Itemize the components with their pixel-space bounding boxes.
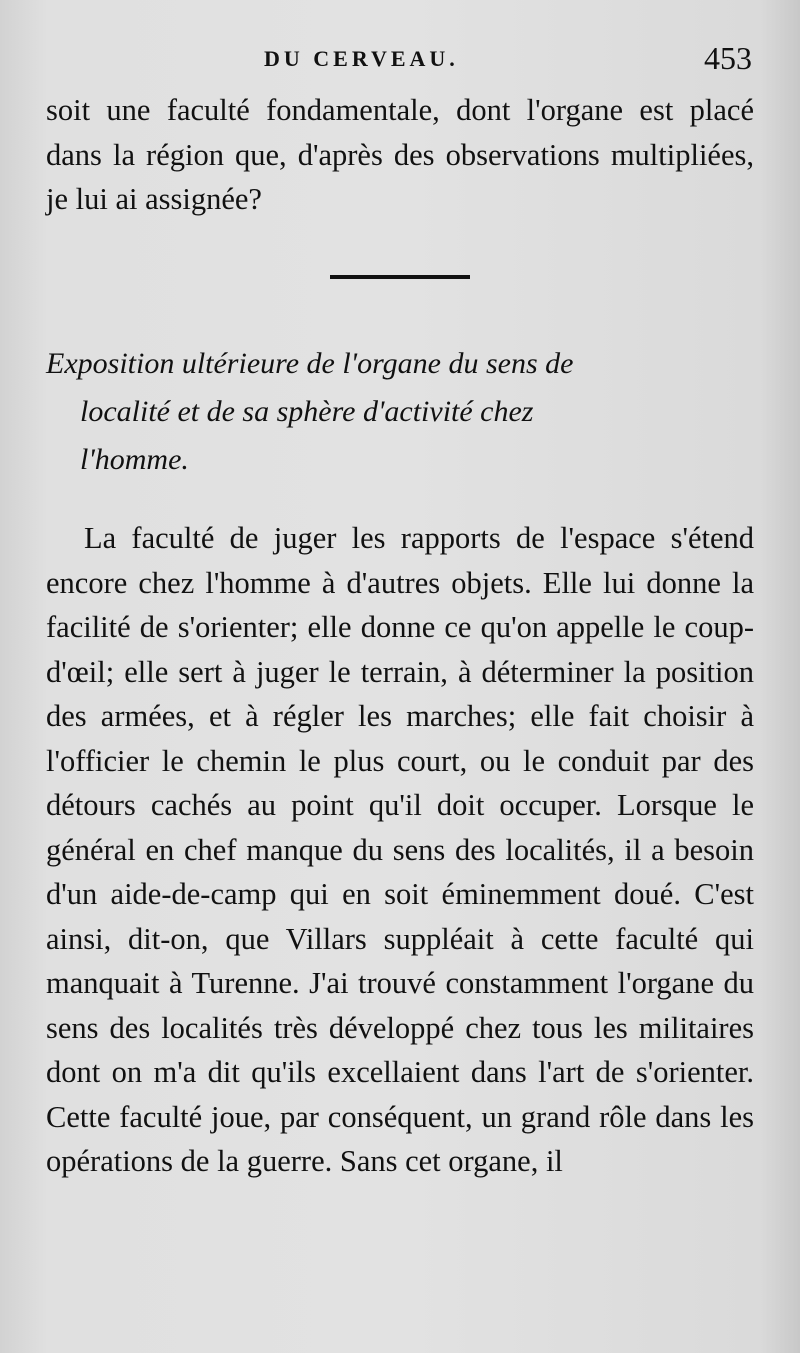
section-heading [46,340,776,484]
page-header [46,40,752,90]
top-paragraph-block [46,88,754,222]
body-paragraph-block [46,516,754,1184]
section-heading-line-3: l'homme. [80,443,189,476]
page-number: 453 [704,40,752,76]
section-heading-line-1: Exposition ultérieure de l'organe du sens de [46,347,574,380]
body-paragraph: La faculté de juger les rapports de l'espace s'étend encore chez l'homme à d'autres objets. Elle lui donne la facilité de s'orienter; elle donne ce qu'on appelle le coup-d'œil; elle sert à juger le terrain, à déterminer la position des armées, et à régler les marches; elle fait choisir à l'officier le chemin le plus court, ou le conduit par des détours cachés au point qu'il doit occuper. Lorsque le général en chef manque du sens des localités, il a besoin d'un aide-de-camp qui en soit éminemment doué. C'est ainsi, dit-on, que Villars suppléait à cette faculté qui manquait à Turenne. J'ai trouvé constamment l'organe du sens des localités très développé chez tous les militaires dont on m'a dit qu'ils excellaient dans l'art de s'orienter. Cette faculté joue, par conséquent, un grand rôle dans les opérations de la guerre. Sans cet organe, il [46,521,754,1178]
running-title: DU CERVEAU. [264,46,459,71]
top-paragraph: soit une faculté fondamentale, dont l'organe est placé dans la région que, d'après des observations multipliées, je lui ai assignée? [46,93,754,216]
section-heading-line-2: localité et de sa sphère d'activité chez [80,395,534,428]
section-divider [330,275,470,279]
